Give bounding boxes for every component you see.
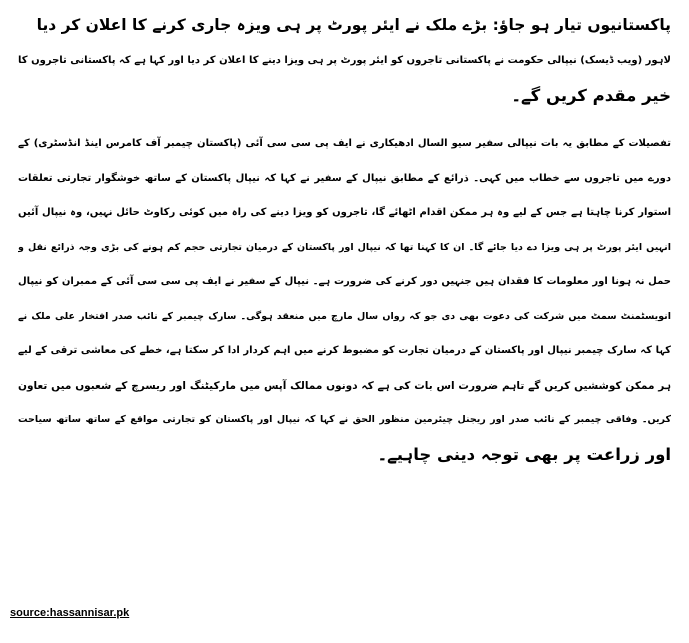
- paragraph-line: استوار کرنا چاہتا ہے جس کے لیے وہ ہر ممکن اقدام اٹھائے گا، تاجروں کو ویزا دینے کی راہ میں کوئی رکاوٹ حائل نہیں، وہ نیپال آئیں: [18, 207, 671, 218]
- source-link[interactable]: source:hassannisar.pk: [10, 607, 130, 619]
- paragraph-line: حمل نہ ہونا اور معلومات کا فقدان ہیں جنہیں دور کرنے کی ضرورت ہے۔ نیپال کے سفیر نے ایف پی سی سی آئی کے ممبران کو نیپال: [18, 276, 671, 287]
- article-headline: پاکستانیوں تیار ہو جاؤ: بڑے ملک نے ایئر پورٹ پر ہی ویزہ جاری کرنے کا اعلان کر دیا: [36, 16, 671, 34]
- paragraph-line: ہر ممکن کوششیں کریں گے تاہم ضرورت اس بات کی ہے کہ دونوں ممالک آپس میں مارکیٹنگ اور ریسرچ کے شعبوں میں تعاون: [18, 379, 671, 392]
- paragraph-line: انویسٹمنٹ سمٹ میں شرکت کی دعوت بھی دی جو کہ رواں سال مارچ میں منعقد ہوگی۔ سارک چیمبر کے نائب صدر افتخار علی ملک نے: [18, 310, 671, 322]
- paragraph-line: خیر مقدم کریں گے۔: [511, 85, 671, 105]
- paragraph-line: تفصیلات کے مطابق یہ بات نیپالی سفیر سیو السال ادھیکاری نے ایف پی سی سی آئی (پاکستان چیمبر آف کامرس اینڈ انڈسٹری) کے: [18, 138, 671, 149]
- paragraph-line: انہیں ایئر پورٹ پر ہی ویزا دے دیا جائے گا۔ ان کا کہنا تھا کہ نیپال اور پاکستان کے درمیان تجارتی حجم کم ہونے کی بڑی وجہ ذرائع نقل و: [18, 241, 671, 253]
- article-paragraph-1: [18, 44, 671, 113]
- paragraph-line: دورے میں تاجروں سے خطاب میں کہی۔ ذرائع کے مطابق نیپال کے سفیر نے کہا کہ نیپال پاکستان کے ساتھ خوشگوار تجارتی تعلقات: [18, 172, 671, 184]
- paragraph-line: اور زراعت پر بھی توجہ دینی چاہیے۔: [377, 444, 671, 464]
- paragraph-line: لاہور (ویب ڈیسک) نیپالی حکومت نے پاکستانی تاجروں کو ایئر پورٹ پر ہی ویزا دینے کا اعلان کر دیا اور کہا ہے کہ پاکستانی تاجروں کا: [18, 55, 671, 66]
- paragraph-line: کریں۔ وفاقی چیمبر کے نائب صدر اور ریجنل چیئرمین منظور الحق نے کہا کہ نیپال اور پاکستان کو تجارتی مواقع کے ساتھ ساتھ سیاحت: [18, 414, 671, 425]
- article-paragraph-2: [18, 127, 671, 472]
- paragraph-line: کہا کہ سارک چیمبر نیپال اور پاکستان کے درمیان تجارت کو مضبوط کرنے میں اہم کردار ادا کر سکتا ہے، خطے کی معاشی ترقی کے لیے: [18, 345, 671, 356]
